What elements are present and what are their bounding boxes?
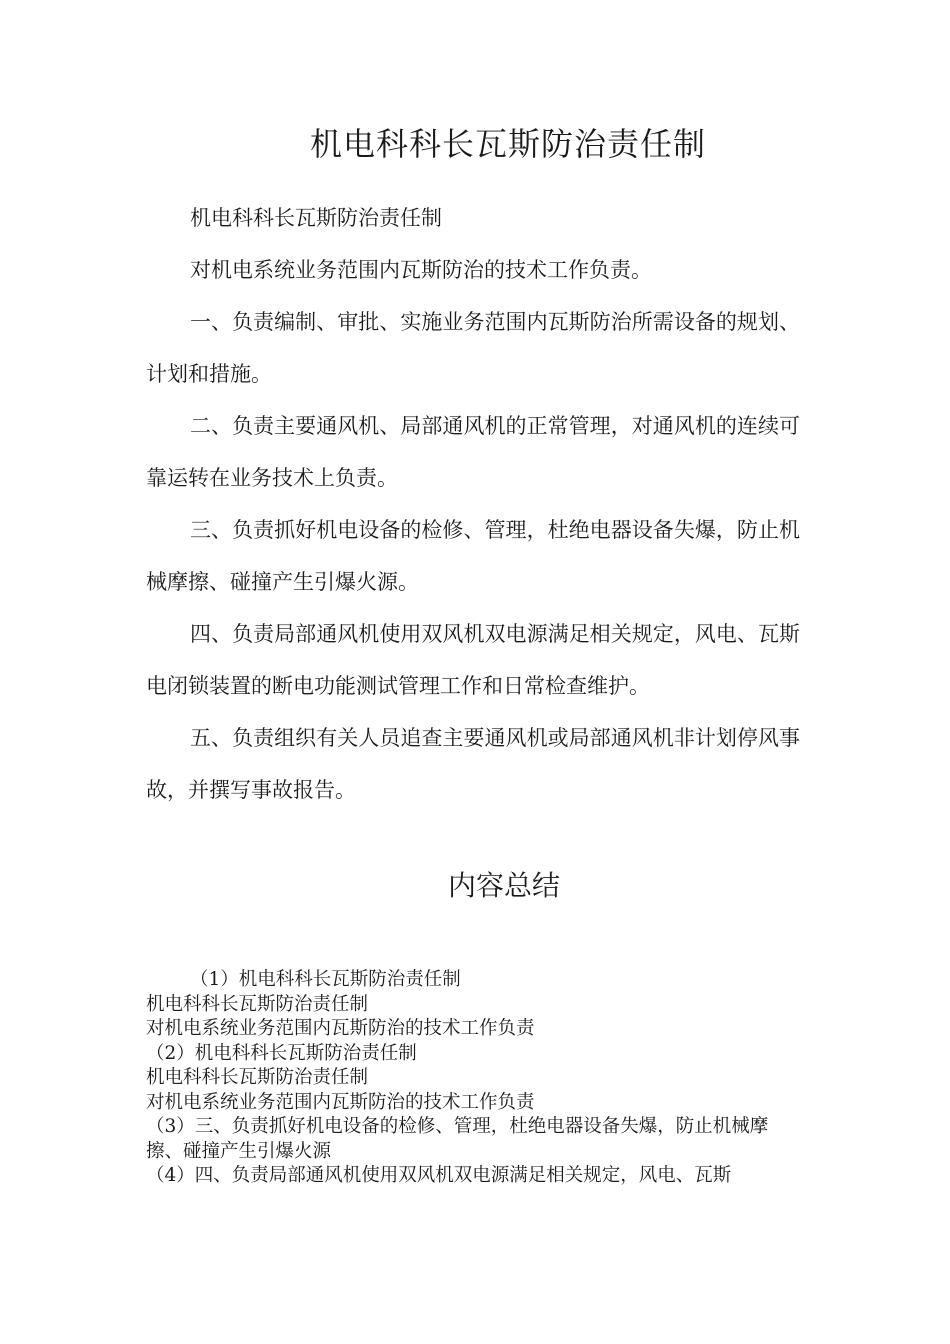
paragraph-item-5: 五、负责组织有关人员追查主要通风机或局部通风机非计划停风事故，并撰写事故报告。 [146, 726, 800, 802]
summary-line: （3）三、负责抓好机电设备的检修、管理，杜绝电器设备失爆，防止机械摩擦、碰撞产生引爆火源 [146, 1116, 769, 1162]
summary-line: 对机电系统业务范围内瓦斯防治的技术工作负责 [146, 1018, 535, 1039]
summary-title: 内容总结 [447, 869, 560, 902]
summary-line: （1）机电科科长瓦斯防治责任制 [190, 969, 461, 990]
summary-line: 机电科科长瓦斯防治责任制 [146, 993, 369, 1015]
summary-line: （2）机电科科长瓦斯防治责任制 [146, 1042, 417, 1064]
document-title: 机电科科长瓦斯防治责任制 [309, 125, 706, 163]
paragraph-scope: 对机电系统业务范围内瓦斯防治的技术工作负责。 [190, 258, 652, 282]
summary-line: 机电科科长瓦斯防治责任制 [146, 1067, 369, 1088]
paragraph-item-1: 一、负责编制、审批、实施业务范围内瓦斯防治所需设备的规划、计划和措施。 [146, 310, 800, 386]
summary-block [146, 968, 802, 1189]
paragraph-heading: 机电科科长瓦斯防治责任制 [190, 206, 442, 230]
summary-line: （4）四、负责局部通风机使用双风机双电源满足相关规定，风电、瓦斯 [146, 1165, 732, 1186]
paragraph-item-4: 四、负责局部通风机使用双风机双电源满足相关规定，风电、瓦斯电闭锁装置的断电功能测试管理工作和日常检查维护。 [146, 622, 800, 698]
paragraph-item-2: 二、负责主要通风机、局部通风机的正常管理，对通风机的连续可靠运转在业务技术上负责。 [146, 414, 800, 490]
document-body [146, 192, 800, 816]
summary-line: 对机电系统业务范围内瓦斯防治的技术工作负责 [146, 1091, 535, 1113]
paragraph-item-3: 三、负责抓好机电设备的检修、管理，杜绝电器设备失爆，防止机械摩擦、碰撞产生引爆火源。 [146, 518, 800, 594]
